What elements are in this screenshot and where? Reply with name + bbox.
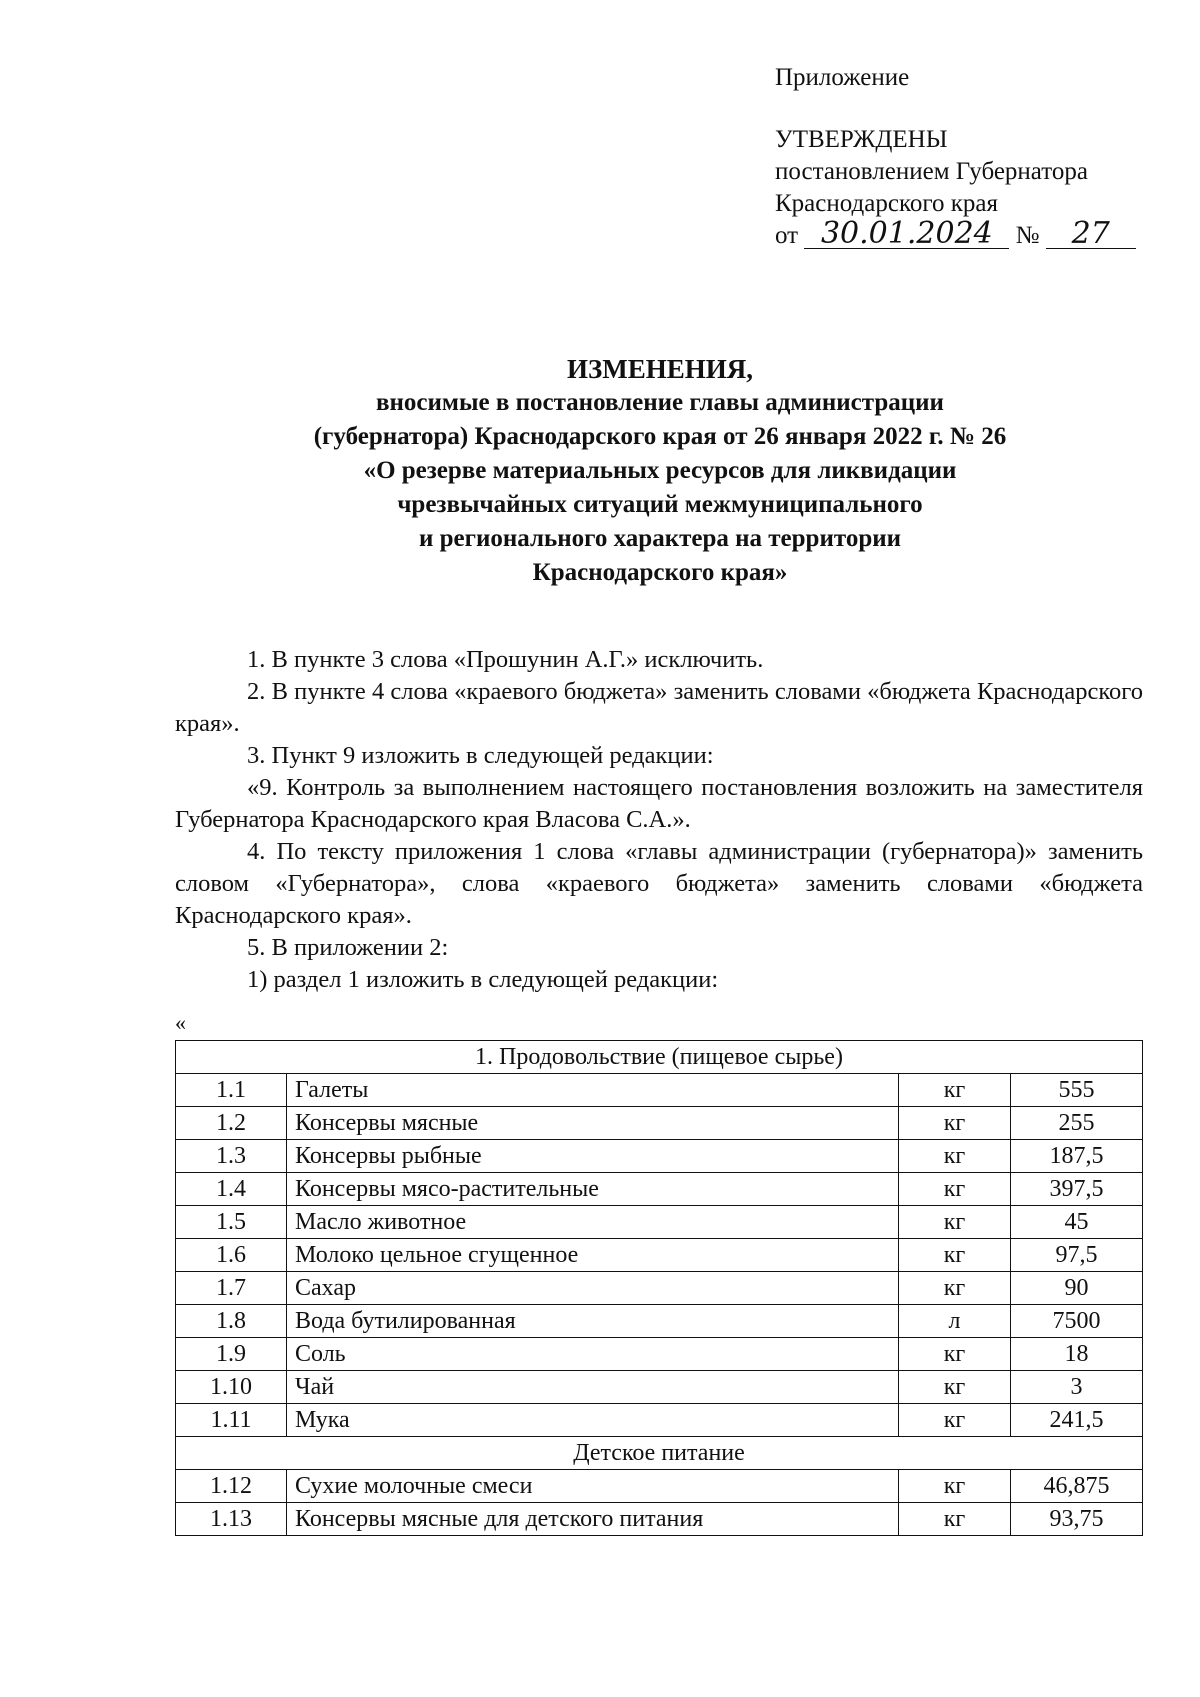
row-unit: кг: [899, 1470, 1011, 1503]
row-number: 1.4: [176, 1173, 287, 1206]
row-unit: кг: [899, 1371, 1011, 1404]
row-unit: кг: [899, 1107, 1011, 1140]
row-quantity: 18: [1011, 1338, 1143, 1371]
section-title: 1. Продовольствие (пищевое сырье): [176, 1041, 1143, 1074]
row-number: 1.12: [176, 1470, 287, 1503]
approved-label: УТВЕРЖДЕНЫ: [775, 126, 948, 153]
handwritten-date: 30.01.2024: [804, 220, 1009, 249]
row-name: Молоко цельное сгущенное: [287, 1239, 899, 1272]
row-unit: кг: [899, 1404, 1011, 1437]
paragraph-3: 3. Пункт 9 изложить в следующей редакции:: [247, 742, 714, 769]
title-main: ИЗМЕНЕНИЯ,: [566, 354, 753, 384]
subsection-title: Детское питание: [176, 1437, 1143, 1470]
table-row: [176, 1371, 1143, 1404]
row-number: 1.10: [176, 1371, 287, 1404]
row-name: Консервы мясные: [287, 1107, 899, 1140]
row-quantity: 397,5: [1011, 1173, 1143, 1206]
row-name: Галеты: [287, 1074, 899, 1107]
table-row: [176, 1338, 1143, 1371]
row-unit: кг: [899, 1239, 1011, 1272]
row-quantity: 93,75: [1011, 1503, 1143, 1536]
approval-block: [775, 62, 1136, 252]
row-number: 1.3: [176, 1140, 287, 1173]
row-number: 1.11: [176, 1404, 287, 1437]
table-row: [176, 1503, 1143, 1536]
row-quantity: 45: [1011, 1206, 1143, 1239]
row-name: Консервы мясо-растительные: [287, 1173, 899, 1206]
row-number: 1.2: [176, 1107, 287, 1140]
row-unit: л: [899, 1305, 1011, 1338]
table-row: [176, 1206, 1143, 1239]
row-name: Сахар: [287, 1272, 899, 1305]
row-number: 1.1: [176, 1074, 287, 1107]
row-quantity: 7500: [1011, 1305, 1143, 1338]
table-row: [176, 1404, 1143, 1437]
row-name: Соль: [287, 1338, 899, 1371]
row-quantity: 3: [1011, 1371, 1143, 1404]
paragraph-3-quote: «9. Контроль за выполнением настоящего постановления возложить на заместителя Губернатора Краснодарского края Власова С.А.».: [175, 774, 1143, 833]
row-name: Сухие молочные смеси: [287, 1470, 899, 1503]
resolution-line: постановлением Губернатора: [775, 158, 1088, 185]
row-unit: кг: [899, 1503, 1011, 1536]
row-unit: кг: [899, 1140, 1011, 1173]
row-number: 1.7: [176, 1272, 287, 1305]
appendix-label: Приложение: [775, 64, 910, 91]
row-name: Вода бутилированная: [287, 1305, 899, 1338]
number-prefix: №: [1015, 222, 1040, 249]
row-name: Чай: [287, 1371, 899, 1404]
row-unit: кг: [899, 1272, 1011, 1305]
date-prefix: от: [775, 222, 799, 249]
row-name: Мука: [287, 1404, 899, 1437]
row-name: Консервы мясные для детского питания: [287, 1503, 899, 1536]
table-row: [176, 1239, 1143, 1272]
row-quantity: 90: [1011, 1272, 1143, 1305]
row-unit: кг: [899, 1206, 1011, 1239]
row-unit: кг: [899, 1338, 1011, 1371]
table-row: [176, 1272, 1143, 1305]
paragraph-4: 4. По тексту приложения 1 слова «главы администрации (губернатора)» заменить словом «Губернатора», слова «краевого бюджета» заменить словами «бюджета Краснодарского края».: [175, 838, 1143, 929]
handwritten-number: 27: [1046, 220, 1136, 249]
row-name: Консервы рыбные: [287, 1140, 899, 1173]
row-quantity: 97,5: [1011, 1239, 1143, 1272]
row-number: 1.5: [176, 1206, 287, 1239]
table-row: [176, 1173, 1143, 1206]
table-row: [176, 1074, 1143, 1107]
title-line: чрезвычайных ситуаций межмуниципального: [397, 491, 923, 518]
row-quantity: 555: [1011, 1074, 1143, 1107]
document-title: [160, 352, 1160, 590]
row-number: 1.13: [176, 1503, 287, 1536]
table-subsection-row: [176, 1437, 1143, 1470]
title-line: (губернатора) Краснодарского края от 26 января 2022 г. № 26: [313, 423, 1007, 450]
title-line: Краснодарского края»: [532, 559, 788, 586]
row-number: 1.8: [176, 1305, 287, 1338]
table-row: [176, 1470, 1143, 1503]
paragraph-2: 2. В пункте 4 слова «краевого бюджета» заменить словами «бюджета Краснодарского края».: [175, 678, 1143, 737]
row-quantity: 46,875: [1011, 1470, 1143, 1503]
table-row: [176, 1305, 1143, 1338]
table-row: [176, 1107, 1143, 1140]
document-body: [175, 644, 1143, 996]
row-unit: кг: [899, 1074, 1011, 1107]
table-section-row: [176, 1041, 1143, 1074]
row-quantity: 255: [1011, 1107, 1143, 1140]
row-unit: кг: [899, 1173, 1011, 1206]
quote-open-mark: «: [175, 1010, 186, 1035]
paragraph-5-1: 1) раздел 1 изложить в следующей редакции:: [247, 966, 719, 993]
supplies-table: [175, 1040, 1143, 1536]
row-quantity: 187,5: [1011, 1140, 1143, 1173]
title-line: «О резерве материальных ресурсов для ликвидации: [363, 457, 957, 484]
table-row: [176, 1140, 1143, 1173]
row-name: Масло животное: [287, 1206, 899, 1239]
row-number: 1.9: [176, 1338, 287, 1371]
date-number-line: [775, 216, 1136, 252]
region-line: Краснодарского края: [775, 190, 998, 217]
paragraph-1: 1. В пункте 3 слова «Прошунин А.Г.» исключить.: [247, 646, 764, 673]
row-quantity: 241,5: [1011, 1404, 1143, 1437]
paragraph-5: 5. В приложении 2:: [247, 934, 449, 961]
row-number: 1.6: [176, 1239, 287, 1272]
title-line: и регионального характера на территории: [418, 525, 902, 552]
title-line: вносимые в постановление главы администрации: [376, 389, 944, 416]
